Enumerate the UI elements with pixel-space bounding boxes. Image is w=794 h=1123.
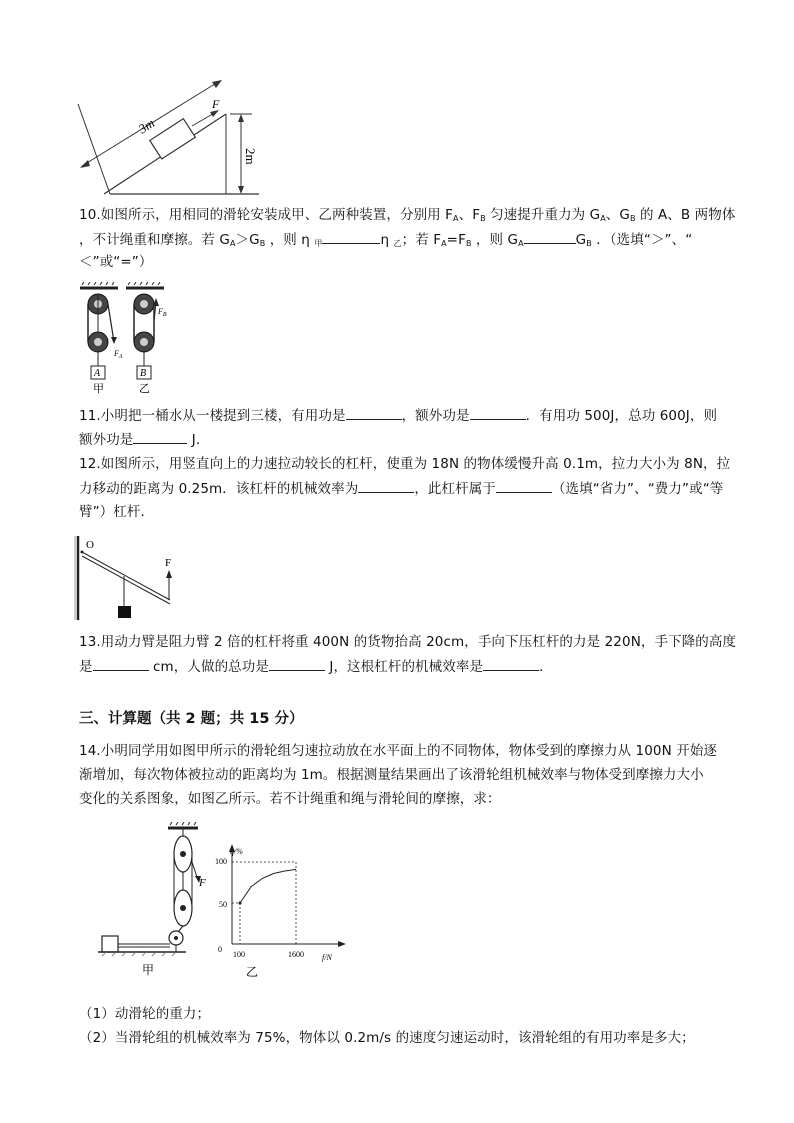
q10-text: ，则 η: [265, 232, 315, 248]
pulley-figure: [78, 282, 174, 396]
q11-text: 11.小明把一桶水从一楼提到三楼，有用功是: [79, 408, 346, 424]
force-subscript: B: [162, 312, 167, 318]
section-heading: 三、计算题（共 2 题；共 15 分）: [79, 711, 304, 727]
q11-line2: [79, 429, 209, 450]
subscript: 乙: [393, 239, 402, 248]
q12-line1: 12.如图所示，用竖直向上的力速拉动较长的杠杆，使重为 18N 的物体缓慢升高 0.1m，拉力大小为 8N，拉: [79, 456, 731, 472]
answer-blank[interactable]: [93, 656, 149, 671]
q10-text: ，则 G: [471, 232, 519, 248]
subscript: A: [229, 239, 236, 248]
subscript: A: [600, 214, 606, 223]
q13-line2: [79, 656, 553, 677]
pulley-force-a: [113, 349, 123, 360]
origin-label: 0: [218, 945, 222, 954]
subscript: A: [441, 239, 447, 248]
q11-text: ，额外功是: [401, 408, 470, 424]
x-tick-1600: 1600: [288, 950, 304, 959]
answer-blank[interactable]: [470, 405, 526, 420]
q14-caption-a: 甲: [142, 963, 155, 977]
subscript: B: [586, 239, 592, 248]
answer-blank[interactable]: [269, 656, 325, 671]
q10-text: ＞G: [235, 232, 260, 248]
x-tick-100: 100: [233, 950, 245, 959]
answer-blank[interactable]: [133, 429, 187, 444]
q14-efficiency-chart: [210, 840, 360, 982]
q11-text: ．有用功 500J，总功 600J，则: [525, 408, 718, 424]
q11-line1: [79, 405, 717, 426]
answer-blank[interactable]: [346, 405, 402, 420]
pulley-caption-a: 甲: [93, 383, 104, 395]
q13-text: ．: [539, 659, 553, 675]
q14-caption-b: 乙: [246, 965, 259, 979]
q14-line3: 变化的关系图象，如图乙所示。若不计绳重和绳与滑轮间的摩擦，求：: [79, 791, 501, 807]
pulley-label-b: B: [140, 368, 147, 379]
q14-sub2: （2）当滑轮组的机械效率为 75%，物体以 0.2m/s 的速度匀速运动时，该滑轮组的有用功率是多大；: [79, 1030, 695, 1046]
answer-blank[interactable]: [322, 229, 380, 244]
q10-text: ；若 F: [401, 232, 442, 248]
subscript: B: [465, 239, 472, 248]
lever-pivot-label: O: [86, 539, 94, 551]
pulley-force-b: [157, 307, 167, 318]
incline-force-label: F: [212, 97, 220, 111]
y-axis-label: η/%: [230, 847, 243, 856]
subscript: B: [629, 214, 636, 223]
answer-blank[interactable]: [358, 478, 414, 493]
q13-text: cm，人做的总功是: [148, 659, 269, 675]
q12-text: ，此杠杆属于: [414, 481, 496, 497]
q12-text: 力移动的距离为 0.25m．该杠杆的机械效率为: [79, 481, 359, 497]
q10-text: 10.如图所示，用相同的滑轮安装成甲、乙两种装置，分别用 F: [79, 207, 454, 223]
q10-text: 、G: [605, 207, 630, 223]
force-symbol: F: [114, 349, 119, 358]
subscript: B: [259, 239, 266, 248]
q11-text: 额外功是: [79, 432, 134, 448]
q14-line1: 14.小明同学用如图甲所示的滑轮组匀速拉动放在水平面上的不同物体，物体受到的摩擦力从 100N 开始逐: [79, 743, 718, 759]
answer-blank[interactable]: [496, 478, 552, 493]
force-symbol: F: [158, 307, 163, 316]
q13-line1: 13.用动力臂是阻力臂 2 倍的杠杆将重 400N 的货物抬高 20cm，手向下压杠杆的力是 220N，手下降的高度: [79, 634, 737, 650]
force-subscript: A: [118, 354, 123, 360]
q10-line2: [79, 229, 692, 254]
q10-line3: ＜”或“=”）: [79, 254, 153, 270]
q10-text: =F: [446, 232, 466, 248]
y-tick-50: 50: [219, 900, 227, 909]
q10-text: ，不计绳重和摩擦。若 G: [79, 232, 230, 248]
incline-slope-label: 3m: [135, 115, 158, 137]
q13-text: J，这根杠杆的机械效率是: [324, 659, 484, 675]
pulley-caption-b: 乙: [139, 383, 150, 395]
answer-blank[interactable]: [483, 656, 539, 671]
q14-force-label: F: [199, 877, 206, 889]
subscript: 甲: [314, 239, 323, 248]
q11-text: J．: [187, 432, 210, 448]
q14-pulley-figure: [98, 822, 214, 982]
q10-text: 匀速提升重力为 G: [485, 207, 601, 223]
x-axis-label: f/N: [322, 953, 332, 962]
q14-line2: 渐增加，每次物体被拉动的距离均为 1m。根据测量结果画出了该滑轮组机械效率与物体受到摩擦力大小: [79, 767, 704, 783]
q10-text: 的 A、B 两物体: [635, 207, 736, 223]
q10-text: G: [575, 232, 587, 248]
lever-force-label: F: [165, 557, 172, 569]
q10-text: 、F: [458, 207, 481, 223]
pulley-label-a: A: [94, 368, 101, 379]
incline-height-label: 2m: [243, 148, 258, 165]
q10-line1: [79, 205, 735, 229]
y-tick-100: 100: [215, 857, 227, 866]
q10-text: ．（选填“＞”、“: [591, 232, 693, 248]
efficiency-curve: [240, 869, 296, 903]
q12-text: （选填“省力”、“费力”或“等: [551, 481, 724, 497]
q14-sub1: （1）动滑轮的重力；: [79, 1006, 211, 1022]
curve-start-point: [239, 902, 242, 905]
lever-figure: [74, 534, 184, 624]
answer-blank[interactable]: [524, 229, 576, 244]
incline-figure: [76, 76, 266, 198]
subscript: A: [518, 239, 524, 248]
q13-text: 是: [79, 659, 93, 675]
subscript: A: [453, 214, 459, 223]
q12-line3: 臂”）杠杆．: [79, 504, 155, 520]
subscript: B: [480, 214, 486, 223]
q12-line2: [79, 478, 723, 499]
q10-text: η: [380, 232, 394, 248]
